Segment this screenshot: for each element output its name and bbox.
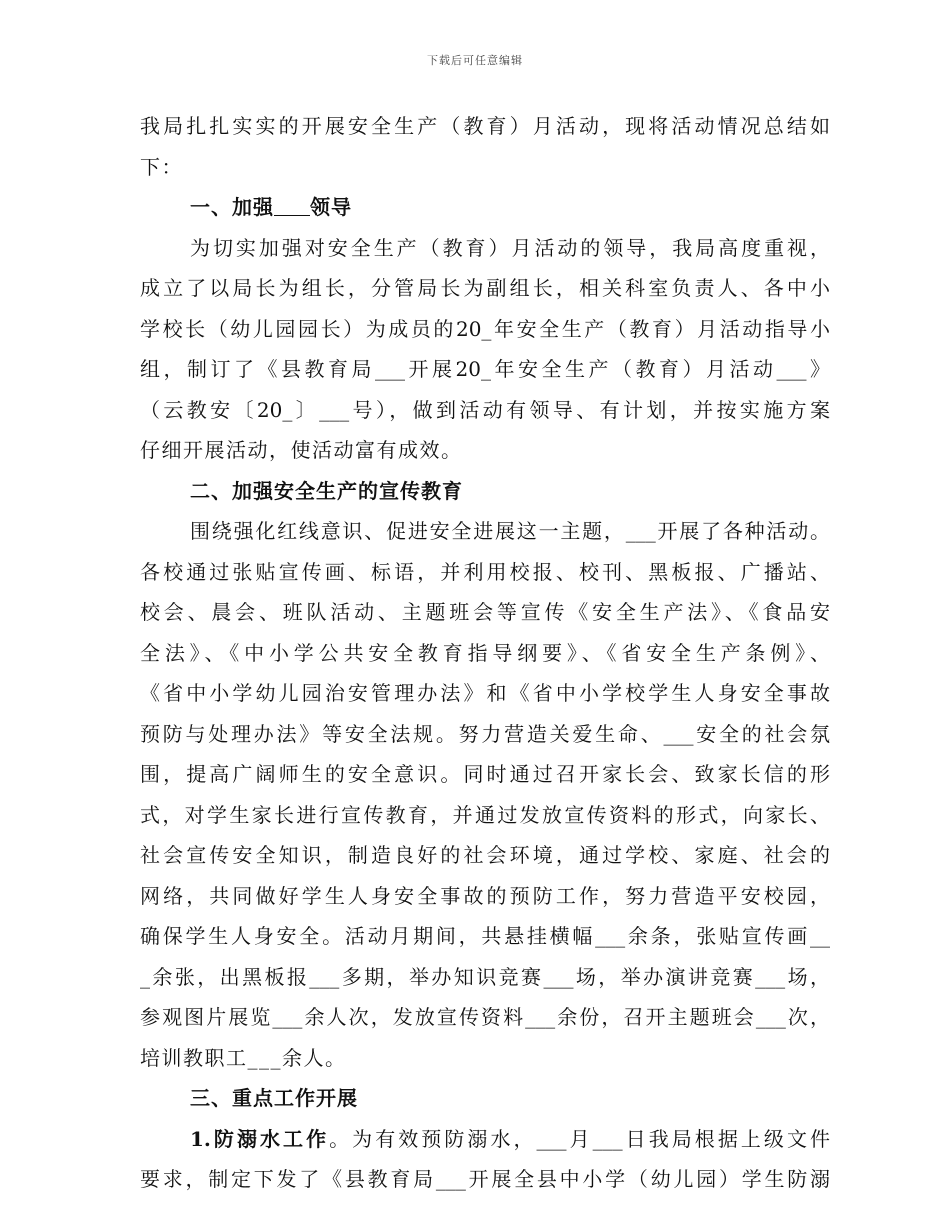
- paragraph-line: 确保学生人身安全。活动月期间，共悬挂横幅___余条，张贴宣传画__: [140, 924, 830, 948]
- paragraph-line: 预防与处理办法》等安全法规。努力营造关爱生命、___安全的社会氛: [140, 721, 830, 746]
- page-header-note: 下载后可任意编辑: [427, 54, 523, 67]
- paragraph-line: 校会、晨会、班队活动、主题班会等宣传《安全生产法》、《食品安: [140, 600, 830, 624]
- paragraph-line: 下：: [140, 154, 183, 179]
- paragraph-line: 参观图片展览___余人次，发放宣传资料___余份，召开主题班会___次，: [140, 1005, 830, 1029]
- paragraph-line: 《省中小学幼儿园治安管理办法》和《省中小学校学生人身安全事故: [140, 681, 830, 705]
- paragraph-line: 我局扎扎实实的开展安全生产（教育）月活动，现将活动情况总结如: [140, 114, 830, 138]
- paragraph-line: _余张，出黑板报___多期，举办知识竞赛___场，举办演讲竞赛___场，: [140, 964, 830, 989]
- paragraph-line: 社会宣传安全知识，制造良好的社会环境，通过学校、家庭、社会的: [140, 843, 830, 867]
- section-heading: 三、重点工作开展: [190, 1086, 358, 1110]
- heading-blank: [274, 199, 310, 216]
- paragraph-line: 网络，共同做好学生人身安全事故的预防工作，努力营造平安校园，: [140, 883, 830, 908]
- paragraph-line: 为切实加强对安全生产（教育）月活动的领导，我局高度重视，: [190, 235, 830, 260]
- document-body: [140, 106, 830, 1200]
- heading-suffix: 领导: [310, 195, 352, 219]
- paragraph-line: 学校长（幼儿园园长）为成员的20_年安全生产（教育）月活动指导小: [140, 316, 830, 341]
- paragraph-line: 要求，制定下发了《县教育局___开展全县中小学（幼儿园）学生防溺: [140, 1167, 830, 1191]
- paragraph-line: 式，对学生家长进行宣传教育，并通过发放宣传资料的形式，向家长、: [140, 802, 830, 827]
- heading-prefix: 一、加强: [190, 195, 274, 219]
- item-text: 。为有效预防溺水，___月___日我局根据上级文件: [329, 1126, 830, 1151]
- paragraph-line: 组，制订了《县教育局___开展20_年安全生产（教育）月活动___》: [140, 357, 830, 381]
- paragraph-line: 全法》、《中小学公共安全教育指导纲要》、《省安全生产条例》、: [140, 640, 830, 665]
- paragraph-line: 仔细开展活动，使活动富有成效。: [140, 438, 463, 462]
- paragraph-line: 成立了以局长为组长，分管局长为副组长，相关科室负责人、各中小: [140, 276, 830, 300]
- paragraph-line: 围绕强化红线意识、促进安全进展这一主题，___开展了各种活动。: [190, 519, 830, 543]
- item-title: 1.防溺水工作: [190, 1126, 330, 1151]
- section-heading: [140, 187, 830, 228]
- paragraph-line: [140, 1119, 830, 1160]
- section-heading: 二、加强安全生产的宣传教育: [190, 478, 463, 503]
- paragraph-line: 培训教职工___余人。: [140, 1045, 347, 1070]
- paragraph-line: 围，提高广阔师生的安全意识。同时通过召开家长会、致家长信的形: [140, 762, 830, 786]
- paragraph-line: 各校通过张贴宣传画、标语，并利用校报、校刊、黑板报、广播站、: [140, 559, 830, 584]
- paragraph-line: （云教安〔20_〕___号），做到活动有领导、有计划，并按实施方案: [140, 397, 830, 422]
